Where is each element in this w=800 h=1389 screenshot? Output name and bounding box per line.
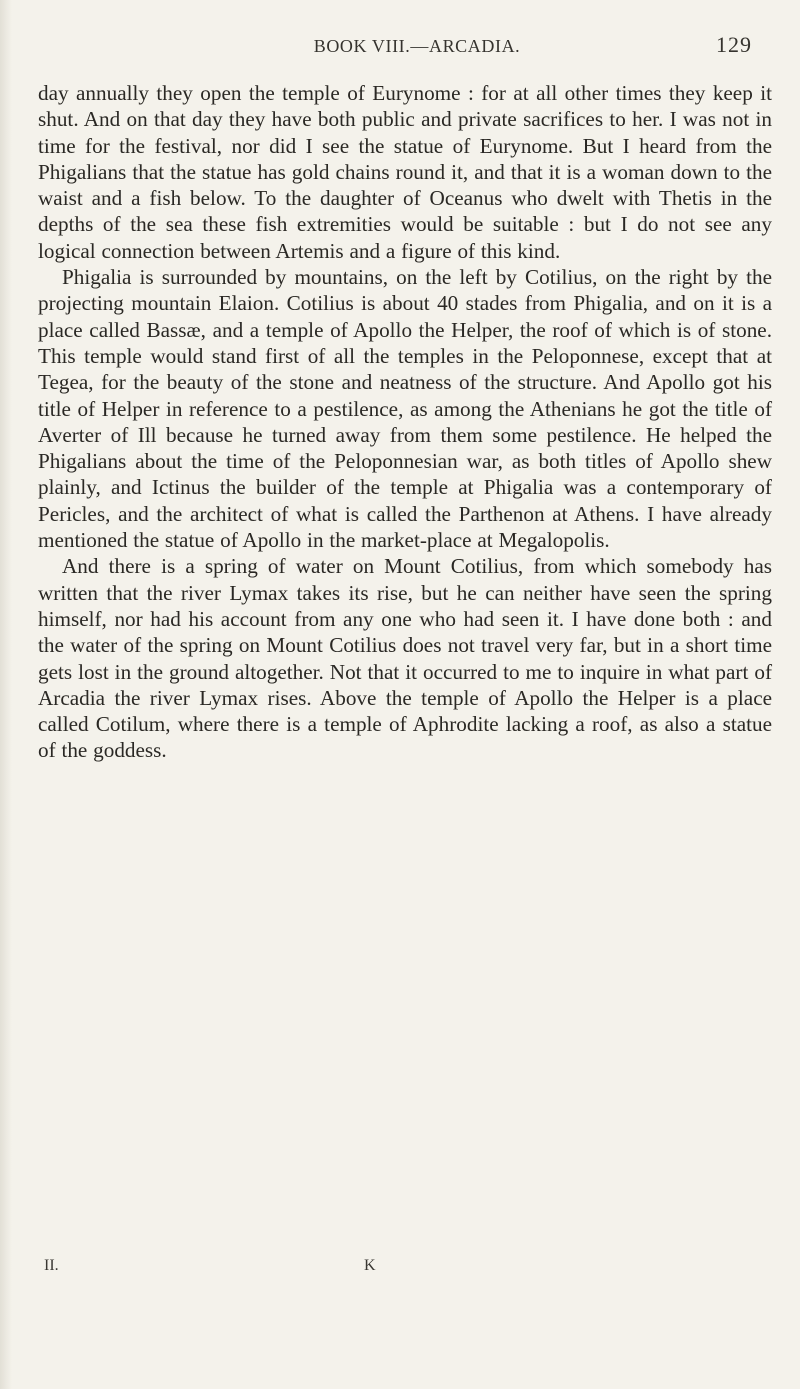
paragraph-phigalia-bassae: Phigalia is surrounded by mountains, on the left by Cotilius, on the right by the projecting mountain Elaion. Cotilius is about 40 stades from Phigalia, and on it is a place called Bassæ, and a temple of Apollo the Helper, the roof of which is of stone. This temple would stand first of all the temples in the Peloponnese, except that at Tegea, for the beauty of the stone and neatness of the structure. And Apollo got his title of Helper in reference to a pestilence, as among the Athenians he got the title of Averter of Ill because he turned away from them some pestilence. He helped the Phigalians about the time of the Peloponnesian war, as both titles of Apollo shew plainly, and Ictinus the builder of the temple at Phigalia was a contemporary of Pericles, and the architect of what is called the Parthenon at Athens. I have already mentioned the statue of Apollo in the market-place at Megalopolis.	[38, 265, 772, 553]
running-title: BOOK VIII.—ARCADIA.	[313, 36, 521, 56]
volume-mark: II.	[44, 1257, 59, 1274]
running-head	[0, 32, 800, 66]
paragraph-eurynome: day annually they open the temple of Eurynome : for at all other times they keep it shut. And on that day they have both public and private sacrifices to her. I was not in time for the festival, nor did I see the statue of Eurynome. But I heard from the Phigalians that the statue has gold chains round it, and that it is a woman down to the waist and a fish below. To the daughter of Oceanus who dwelt with Thetis in the depths of the sea these fish extremities would be suitable : but I do not see any logical connection between Artemis and a figure of this kind.	[38, 81, 772, 263]
page-gutter-shadow	[0, 0, 12, 1389]
page-number: 129	[716, 32, 752, 57]
signature-mark: K	[364, 1257, 376, 1274]
body-text	[38, 80, 772, 764]
page-footer	[0, 1257, 800, 1281]
paragraph-spring-lymax: And there is a spring of water on Mount Cotilius, from which somebody has written that the river Lymax takes its rise, but he can neither have seen the spring himself, nor had his account from any one who had seen it. I have done both : and the water of the spring on Mount Cotilius does not travel very far, but in a short time gets lost in the ground altogether. Not that it occurred to me to inquire in what part of Arcadia the river Lymax rises. Above the temple of Apollo the Helper is a place called Cotilum, where there is a temple of Aphrodite lacking a roof, as also a statue of the goddess.	[38, 554, 772, 763]
